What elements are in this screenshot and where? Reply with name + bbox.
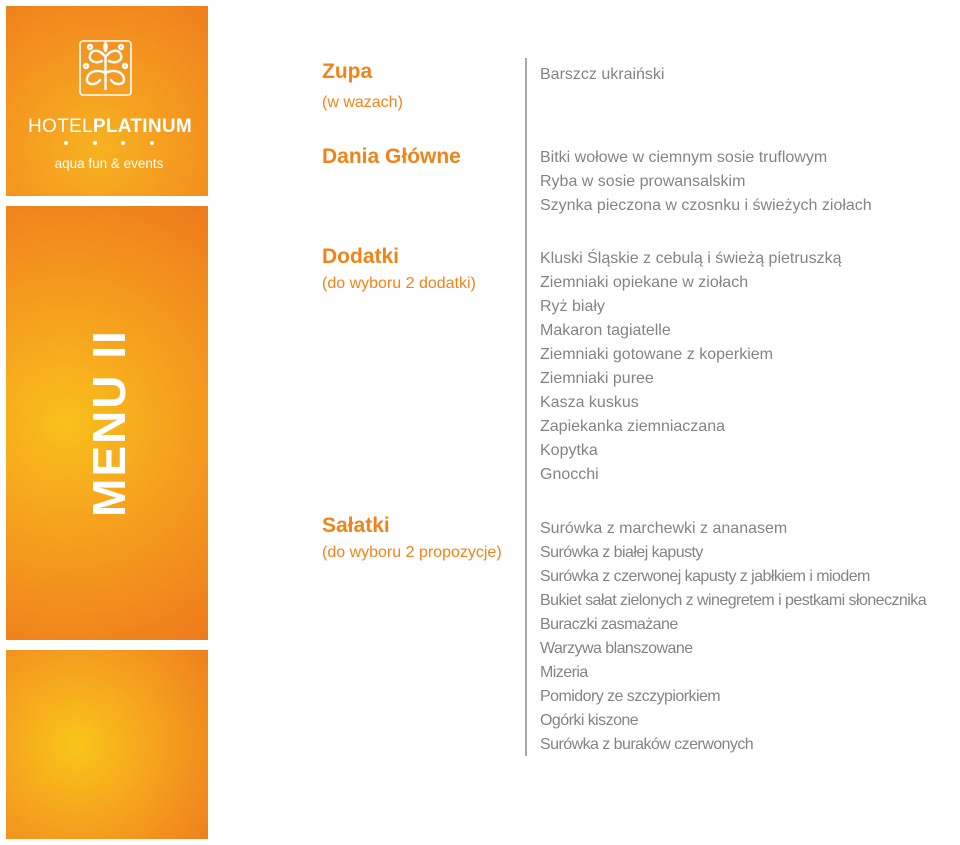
hotel-logo-icon [78,39,133,97]
dot [93,141,97,145]
decorative-panel [6,650,208,839]
list-item: Surówka z czerwonej kapusty z jabłkiem i miodem [540,568,870,585]
dot [64,141,68,145]
hotel-name-light: HOTEL [28,116,93,137]
list-item: Ogórki kiszone [540,712,639,729]
list-item: Surówka z białej kapusty [540,544,703,561]
logo-panel [6,6,208,196]
section-heading-dania: Dania Główne [322,145,461,168]
list-dania [540,146,872,218]
hotel-name-bold: PLATINUM [92,116,193,137]
list-item: Kopytka [540,442,598,459]
section-heading-dodatki: Dodatki [322,245,400,268]
list-item: Gnocchi [540,466,599,483]
logo-dots [64,136,154,150]
column-divider [525,58,527,756]
list-dodatki [540,247,841,487]
list-item: Barszcz ukraiński [540,66,665,83]
list-item: Ryba w sosie prowansalskim [540,173,746,190]
section-heading-salatki: Sałatki [322,514,390,537]
list-item: Szynka pieczona w czosnku i świeżych ziołach [540,197,872,214]
list-zupa [540,63,664,87]
section-heading-zupa: Zupa [322,60,373,83]
list-salatki [540,517,926,757]
list-item: Zapiekanka ziemniaczana [540,418,725,435]
section-note-dodatki: (do wyboru 2 dodatki) [322,275,476,292]
dot [121,141,125,145]
list-item: Ryż biały [540,298,605,315]
list-item: Bitki wołowe w ciemnym sosie truflowym [540,149,828,166]
list-item: Kluski Śląskie z cebulą i świeżą pietruszką [540,250,842,267]
hotel-name [28,116,193,138]
hotel-tagline: aqua fun & events [54,156,164,171]
list-item: Buraczki zasmażane [540,616,678,633]
section-note-salatki: (do wyboru 2 propozycje) [322,544,502,561]
list-item: Ziemniaki opiekane w ziołach [540,274,749,291]
menu-title: MENU II [83,329,135,517]
list-item: Pomidory ze szczypiorkiem [540,688,721,705]
list-item: Mizeria [540,664,588,681]
list-item: Surówka z buraków czerwonych [540,736,754,753]
list-item: Ziemniaki puree [540,370,654,387]
list-item: Bukiet sałat zielonych z winegretem i pestkami słonecznika [540,592,927,609]
list-item: Surówka z marchewki z ananasem [540,520,788,537]
list-item: Kasza kuskus [540,394,639,411]
section-note-zupa: (w wazach) [322,94,403,111]
list-item: Warzywa blanszowane [540,640,693,657]
dot [150,141,154,145]
list-item: Ziemniaki gotowane z koperkiem [540,346,773,363]
list-item: Makaron tagiatelle [540,322,671,339]
